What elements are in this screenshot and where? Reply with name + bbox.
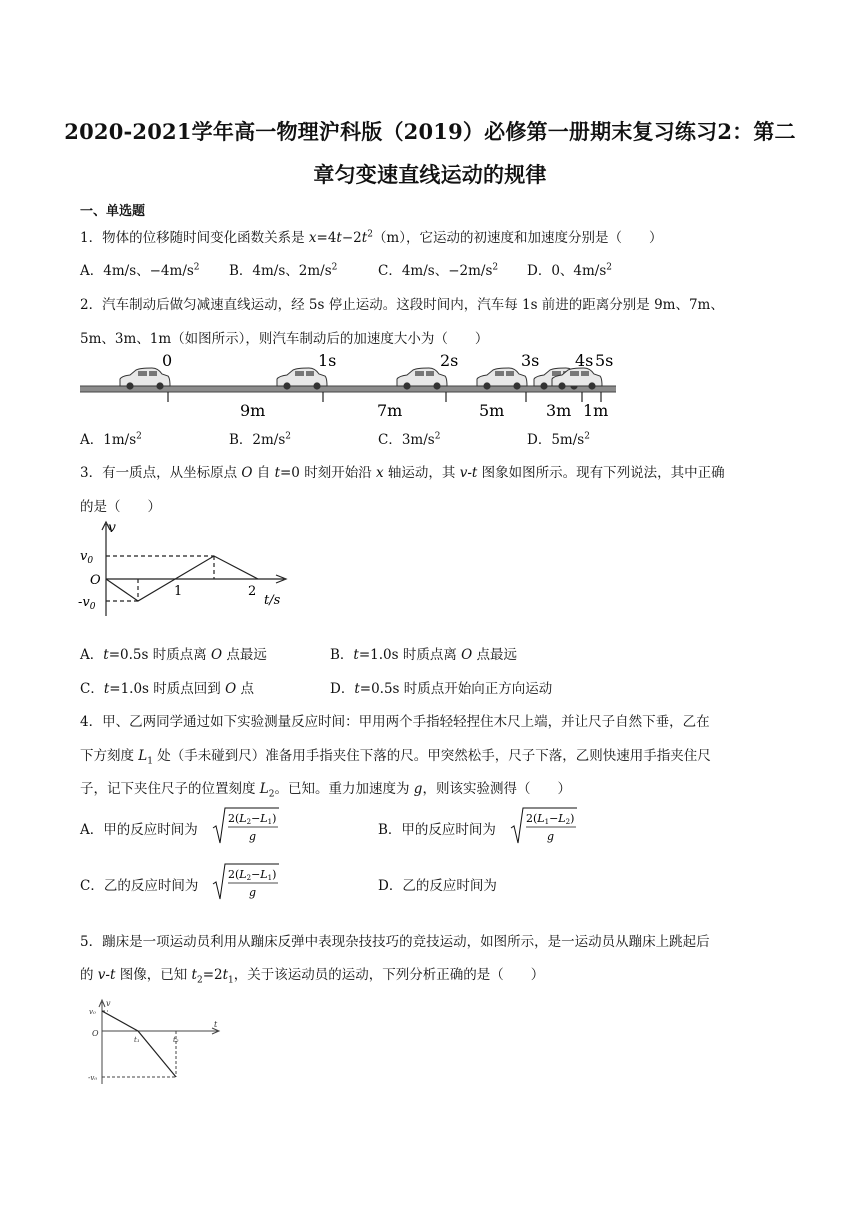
car-icon: [397, 368, 447, 390]
svg-text:g: g: [249, 830, 257, 843]
v-label: v: [106, 999, 111, 1008]
q4-option-c[interactable]: C．乙的反应时间为: [80, 878, 199, 894]
car-icon: [120, 368, 170, 390]
q2-car-figure: [78, 350, 623, 422]
q4-stem-line3: 子，记下夹住尺子的位置刻度 $L_2$。已知。重力加速度为 g，则该实验测得（ ）: [80, 781, 571, 800]
q4-formula-c: [212, 862, 280, 902]
neg-v0-label: $-v_0$: [78, 595, 96, 612]
q1-stem: [80, 226, 663, 246]
neg-v0-label: -v₀: [88, 1074, 98, 1082]
time-label: 0: [162, 351, 173, 370]
q4-formula-b: [510, 806, 578, 846]
q1-text-b: （m），它运动的初速度和加速度分别是（ ）: [372, 230, 663, 246]
distance-label: 7m: [377, 401, 403, 420]
svg-text:2(L2−L1): 2(L2−L1): [228, 868, 277, 882]
q4-formula-a: [212, 806, 280, 846]
q1-text-a: 1．物体的位移随时间变化函数关系是: [80, 230, 309, 246]
q1-option-c[interactable]: C．4m/s、$-2m/s^2$: [378, 262, 499, 279]
q3-stem-line1: 3．有一质点，从坐标原点 O 自 t=0 时刻开始沿 x 轴运动，其 v-t 图象如图所示。现有下列说法，其中正确: [80, 465, 725, 481]
q5-stem-line2: 的 v-t 图像，已知 $t_2=2t_1$，关于该运动员的运动，下列分析正确的是（ ）: [80, 967, 545, 986]
section-heading: 一、单选题: [80, 204, 146, 219]
q4-option-b[interactable]: B．甲的反应时间为: [378, 822, 496, 838]
q5-stem-line1: 5．蹦床是一项运动员利用从蹦床反弹中表现杂技技巧的竞技运动，如图所示，是一运动员从蹦床上跳起后: [80, 934, 710, 950]
time-label: 3s: [521, 351, 540, 370]
svg-text:2(L1−L2): 2(L1−L2): [526, 812, 575, 826]
q1-option-b[interactable]: B．4m/s、$2m/s^2$: [229, 262, 338, 279]
origin-label: O: [90, 573, 101, 588]
t1-label: t₁: [134, 1036, 140, 1044]
q3-stem-line2: 的是（ ）: [80, 499, 161, 515]
v0-label: $v_0$: [80, 549, 94, 566]
q2-option-c[interactable]: C．$3m/s^2$: [378, 431, 441, 448]
q1-var-t2: t: [361, 230, 368, 246]
t-axis-label: t/s: [264, 593, 281, 608]
distance-label: 3m: [546, 401, 572, 420]
q1-var-t: t: [336, 230, 342, 246]
q2-option-d[interactable]: D．$5m/s^2$: [527, 431, 590, 448]
q4-option-d[interactable]: D．乙的反应时间为: [378, 878, 497, 894]
q3-option-b[interactable]: B．t=1.0s 时质点离 O 点最远: [330, 647, 518, 663]
v-label: v: [108, 520, 116, 536]
q5-vt-graph: [88, 996, 228, 1086]
q1-formula-mid: =4: [316, 230, 337, 246]
q3-vt-graph: [76, 518, 296, 618]
q1-var-x: x: [308, 230, 317, 246]
q2-option-a[interactable]: A．$1m/s^2$: [80, 431, 142, 448]
q2-stem-line2: 5m、3m、1m（如图所示），则汽车制动后的加速度大小为（ ）: [80, 331, 489, 347]
q4-option-a[interactable]: A．甲的反应时间为: [80, 822, 198, 838]
q1-formula-end: −2: [341, 230, 362, 246]
q2-option-b[interactable]: B．$2m/s^2$: [229, 431, 292, 448]
svg-text:g: g: [249, 886, 257, 899]
document-title-line1: 2020-2021学年高一物理沪科版（2019）必修第一册期末复习练习2：第二: [64, 119, 796, 144]
v0-label: v₀: [89, 1008, 96, 1016]
q4-stem-line1: 4．甲、乙两同学通过如下实验测量反应时间：甲用两个手指轻轻捏住木尺上端，并让尺子自然下垂，乙在: [80, 714, 710, 730]
q1-option-d[interactable]: D．0、$4m/s^2$: [527, 262, 613, 279]
q1-option-a[interactable]: A．4m/s、$-4m/s^2$: [80, 262, 200, 279]
time-label: 4s: [575, 351, 594, 370]
q3-option-a[interactable]: A．t=0.5s 时质点离 O 点最远: [80, 647, 267, 663]
tick-1-label: 1: [174, 584, 183, 599]
origin-label: O: [92, 1029, 99, 1038]
q4-stem-line2: 下方刻度 $L_1$ 处（手未碰到尺）准备用手指夹住下落的尺。甲突然松手，尺子下落，乙则快速用手指夹住尺: [80, 748, 711, 767]
q3-option-c[interactable]: C．t=1.0s 时质点回到 O 点: [80, 681, 254, 697]
svg-text:2(L2−L1): 2(L2−L1): [228, 812, 277, 826]
car-icon: [477, 368, 527, 390]
time-label: 2s: [440, 351, 459, 370]
tick-2-label: 2: [248, 584, 257, 599]
vt-line: [102, 1011, 176, 1077]
distance-label: 1m: [583, 401, 609, 420]
t-axis-label: t: [214, 1020, 218, 1029]
time-label: 5s: [595, 351, 614, 370]
distance-label: 5m: [479, 401, 505, 420]
document-title-line2: 章匀变速直线运动的规律: [313, 162, 547, 187]
q2-stem-line1: 2．汽车制动后做匀减速直线运动，经 5s 停止运动。这段时间内，汽车每 1s 前进的距离分别是 9m、7m、: [80, 297, 724, 313]
car-icon: [277, 368, 327, 390]
time-label: 1s: [318, 351, 337, 370]
svg-text:g: g: [547, 830, 555, 843]
t2-label: t₂: [173, 1036, 179, 1044]
q1-exponent: 2: [367, 229, 373, 240]
distance-label: 9m: [240, 401, 266, 420]
q3-option-d[interactable]: D．t=0.5s 时质点开始向正方向运动: [330, 681, 553, 697]
